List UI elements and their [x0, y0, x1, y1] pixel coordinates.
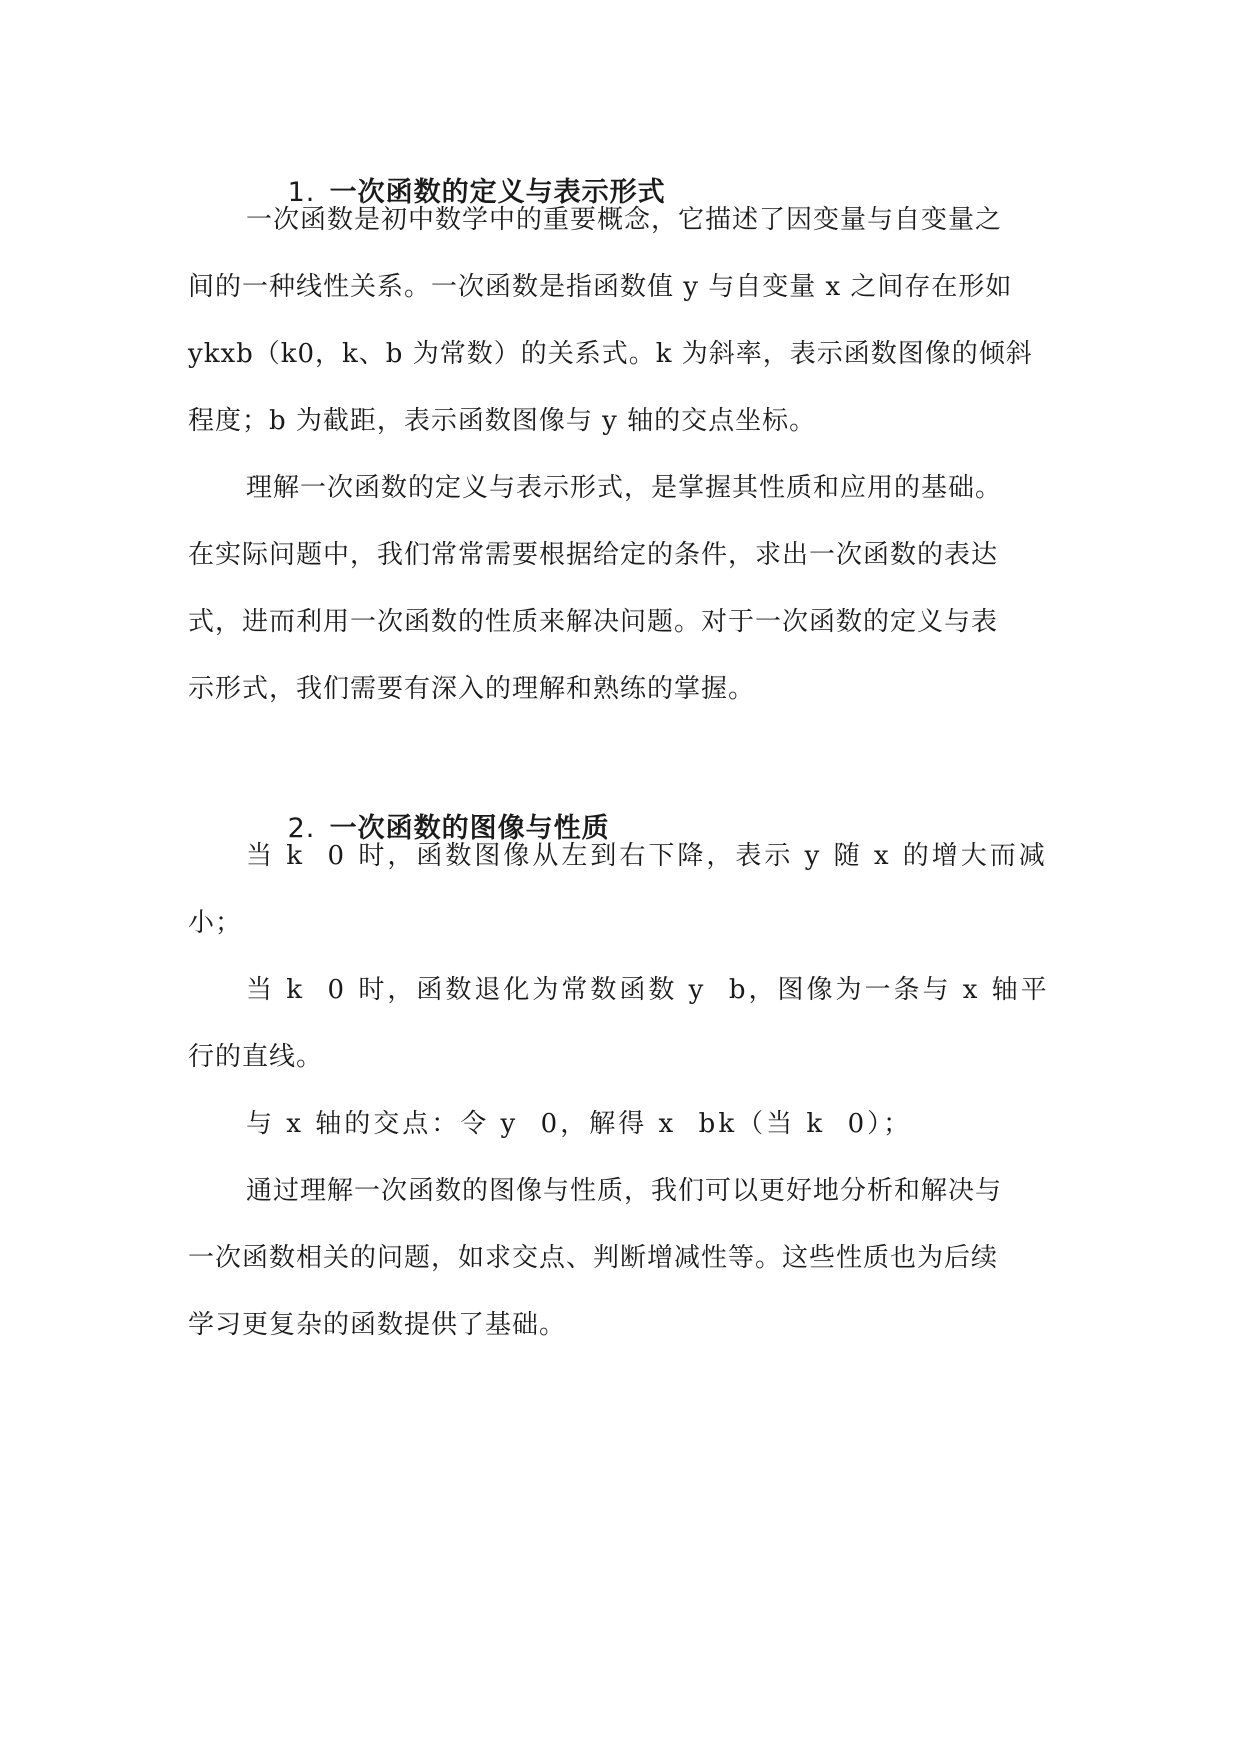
paragraph-line: 程度；b 为截距，表示函数图像与 y 轴的交点坐标。: [188, 406, 817, 436]
paragraph-line: 一次函数是初中数学中的重要概念，它描述了因变量与自变量之: [246, 205, 1003, 235]
section-1-number: 1.: [287, 177, 316, 208]
section-2-title: 一次函数的图像与性质: [329, 813, 610, 844]
paragraph-line: 一次函数相关的问题，如求交点、判断增减性等。这些性质也为后续: [188, 1243, 999, 1273]
paragraph-line: 学习更复杂的函数提供了基础。: [188, 1310, 567, 1340]
paragraph-line: 式，进而利用一次函数的性质来解决问题。对于一次函数的定义与表: [188, 607, 999, 637]
paragraph-line: 理解一次函数的定义与表示形式，是掌握其性质和应用的基础。: [246, 473, 1003, 503]
paragraph-line: 当 k 0 时，函数图像从左到右下降，表示 y 随 x 的增大而减: [246, 841, 1048, 871]
paragraph-line: 当 k 0 时，函数退化为常数函数 y b，图像为一条与 x 轴平: [246, 975, 1050, 1005]
section-1-title: 一次函数的定义与表示形式: [329, 177, 666, 208]
paragraph-line: ykxb（k0，k、b 为常数）的关系式。k 为斜率，表示函数图像的倾斜: [188, 339, 1033, 369]
section-1-heading: [246, 133, 666, 208]
paragraph-line: 通过理解一次函数的图像与性质，我们可以更好地分析和解决与: [246, 1176, 1003, 1206]
paragraph-line: 在实际问题中，我们常常需要根据给定的条件，求出一次函数的表达: [188, 540, 999, 570]
paragraph-line: 示形式，我们需要有深入的理解和熟练的掌握。: [188, 674, 756, 704]
paragraph-line: 行的直线。: [188, 1042, 324, 1072]
section-2-heading: [246, 769, 610, 844]
paragraph-line: 与 x 轴的交点：令 y 0，解得 x bk（当 k 0）；: [246, 1109, 913, 1139]
paragraph-line: 小；: [188, 908, 243, 938]
section-2-number: 2.: [287, 813, 316, 844]
paragraph-line: 间的一种线性关系。一次函数是指函数值 y 与自变量 x 之间存在形如: [188, 272, 1013, 302]
